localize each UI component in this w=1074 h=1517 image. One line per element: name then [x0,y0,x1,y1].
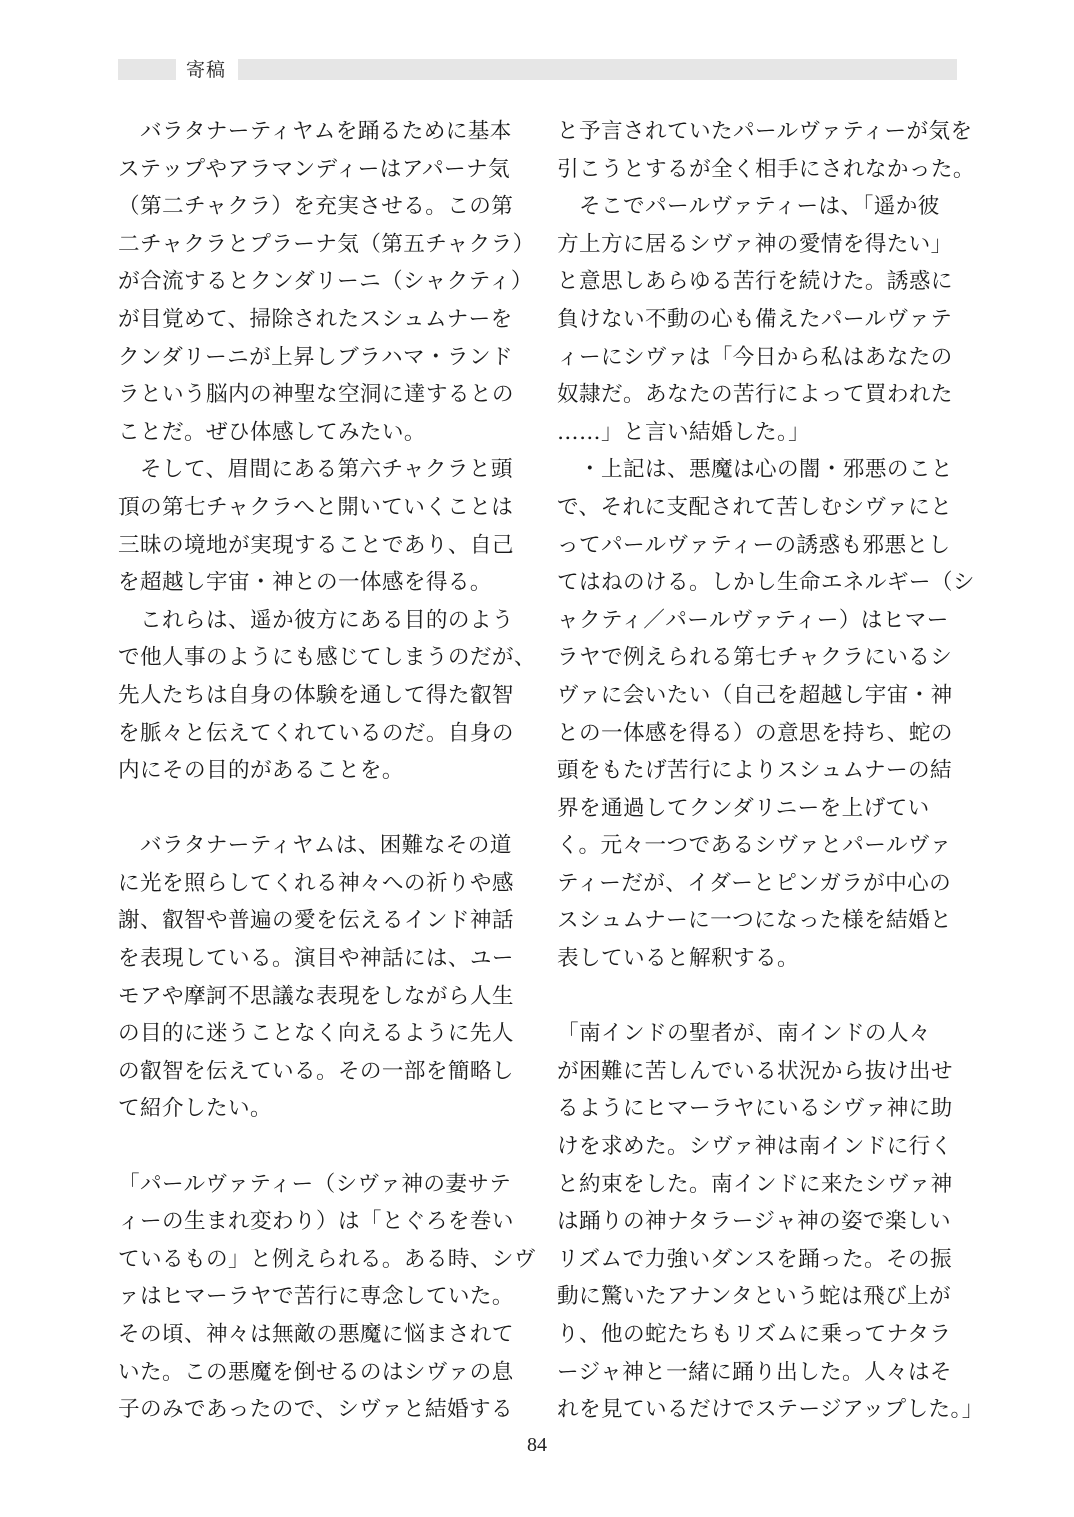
text-line: ヴァに会いたい（自己を超越し宇宙・神 [557,682,953,708]
text-line: の叡智を伝えている。その一部を簡略し [118,1058,514,1084]
paragraph-gap [118,1128,518,1166]
header-bar-left [118,59,176,80]
text-line: ャクティ／パールヴァティー）はヒマー [557,607,949,633]
text-line: バラタナーティヤムを踊るために基本 [118,119,512,144]
text-line: これらは、遥か彼方にある目的のよう [118,607,514,633]
text-line: が困難に苦しんでいる状況から抜け出せ [557,1058,953,1084]
text-line: ージャ神と一緒に踊り出した。人々はそ [557,1359,953,1385]
text-line: との一体感を得る）の意思を持ち、蛇の [557,720,953,746]
text-line: ラヤで例えられる第七チャクラにいるシ [557,645,953,671]
text-line: 方上方に居るシヴァ神の愛情を得たい」 [557,231,953,257]
text-line: けを求めた。シヴァ神は南インドに行く [557,1134,953,1160]
text-line: クンダリーニが上昇しブラハマ・ランド [118,344,514,370]
text-line: で他人事のようにも感じてしまうのだが、 [118,645,536,671]
text-line: ……」と言い結婚した。」 [557,419,811,445]
text-line: と約束をした。南インドに来たシヴァ神 [557,1171,953,1197]
text-line: て紹介したい。 [118,1096,272,1122]
text-line: を表現している。演目や神話には、ユー [118,946,514,972]
text-line: は踊りの神ナタラージャ神の姿で楽しい [557,1209,951,1235]
text-line: く。元々一つであるシヴァとパールヴァ [557,833,952,859]
text-line: を脈々と伝えてくれているのだ。自身の [118,720,514,746]
text-line: ステップやアラマンディーはアパーナ気 [118,156,511,182]
text-line: 動に驚いたアナンタという蛇は飛び上が [557,1284,951,1310]
text-line: 二チャクラとプラーナ気（第五チャクラ） [118,231,535,257]
text-line: が目覚めて、掃除されたスシュムナーを [118,306,513,332]
text-line: で、それに支配されて苦しむシヴァにと [557,494,953,520]
text-line: てはねのける。しかし生命エネルギー（シ [557,570,975,596]
right-text-column [557,113,984,1429]
left-text-column [118,113,536,1429]
text-line: 負けない不動の心も備えたパールヴァテ [557,306,953,332]
text-line: ってパールヴァティーの誘惑も邪悪とし [557,532,951,558]
header-bar-right [238,59,957,80]
text-line: れを見ているだけでステージアップした。」 [557,1397,984,1423]
text-line: 頭をもたげ苦行によりスシュムナーの結 [557,758,953,784]
page-number: 84 [527,1434,547,1456]
paragraph-gap [118,790,518,828]
text-line: 奴隷だ。あなたの苦行によって買われた [557,382,953,408]
text-line: スシュムナーに一つになった様を結婚と [557,908,953,934]
text-line: 「パールヴァティー（シヴァ神の妻サテ [118,1171,512,1197]
text-line: と予言されていたパールヴァティーが気を [557,119,973,144]
text-line: を超越し宇宙・神との一体感を得る。 [118,570,492,596]
text-line: （第二チャクラ）を充実させる。この第 [118,194,514,220]
text-line: ことだ。ぜひ体感してみたい。 [118,419,426,445]
section-label: 寄稿 [186,59,227,81]
text-line: るようにヒマーラヤにいるシヴァ神に助 [557,1096,953,1122]
text-line: 内にその目的があることを。 [118,758,404,784]
text-line: の目的に迷うことなく向えるように先人 [118,1021,514,1047]
text-line: り、他の蛇たちもリズムに乗ってナタラ [557,1322,952,1347]
text-line: ァはヒマーラヤで苦行に専念していた。 [118,1284,514,1310]
text-line: 先人たちは自身の体験を通して得た叡智 [118,682,514,708]
text-line: ィーの生まれ変わり）は「とぐろを巻い [118,1209,514,1235]
text-line: その頃、神々は無敵の悪魔に悩まされて [118,1322,514,1347]
text-line: ティーだが、イダーとピンガラが中心の [557,870,952,896]
text-line: ・上記は、悪魔は心の闇・邪悪のこと [557,457,953,483]
text-line: 引こうとするが全く相手にされなかった。 [557,156,975,182]
text-line: 「南インドの聖者が、南インドの人々 [557,1021,931,1047]
text-line: いた。この悪魔を倒せるのはシヴァの息 [118,1359,514,1385]
text-line: バラタナーティヤムは、困難なその道 [118,833,512,859]
text-line: リズムで力強いダンスを踊った。その振 [557,1246,953,1272]
text-line: 界を通過してクンダリニーを上げてい [557,795,930,821]
text-line: 謝、叡智や普遍の愛を伝えるインド神話 [118,908,514,934]
text-line: モアや摩訶不思議な表現をしながら人生 [118,983,514,1009]
text-line: が合流するとクンダリーニ（シャクティ） [118,269,533,295]
text-line: に光を照らしてくれる神々への祈りや感 [118,870,514,896]
paragraph-gap [557,978,957,1016]
text-line: 子のみであったので、シヴァと結婚する [118,1397,514,1423]
text-line: 頂の第七チャクラへと開いていくことは [118,494,514,520]
text-line: と意思しあらゆる苦行を続けた。誘惑に [557,269,953,295]
text-line: そして、眉間にある第六チャクラと頭 [118,457,513,483]
text-line: ラという脳内の神聖な空洞に達するとの [118,382,514,408]
text-line: 三昧の境地が実現することであり、自己 [118,532,514,558]
text-line: 表していると解釈する。 [557,946,799,972]
text-line: ィーにシヴァは「今日から私はあなたの [557,344,953,370]
text-line: そこでパールヴァティーは、「遥か彼 [557,194,940,220]
text-line: ているもの」と例えられる。ある時、シヴ [118,1246,536,1272]
